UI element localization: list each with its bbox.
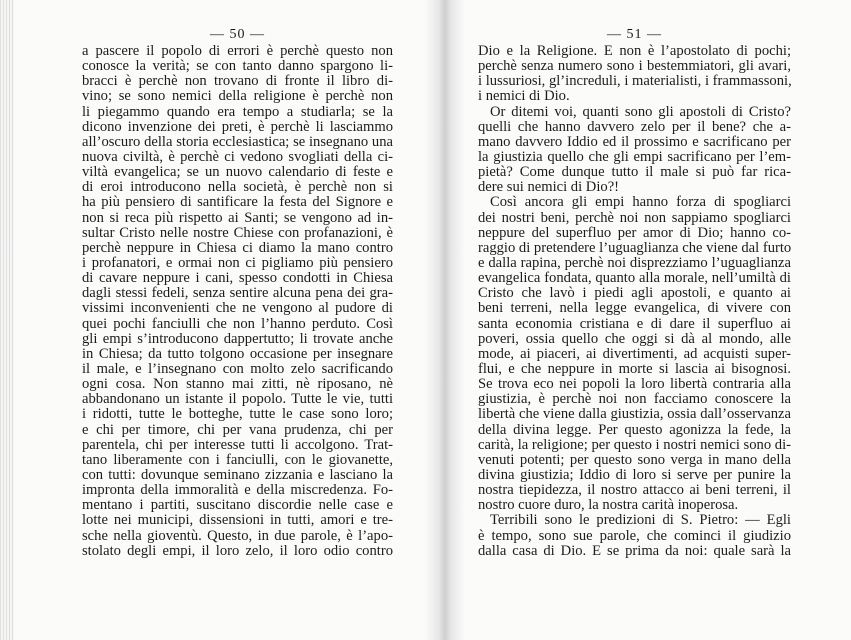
text-line: vissimi inconvenienti che ne vengono al pudore di — [82, 300, 393, 317]
text-line: dere sui nemici di Dio?! — [478, 179, 620, 196]
text-line: lotte nei municipi, dissensioni in tutti, amori e tre- — [82, 512, 393, 529]
text-line: e dalla rapina, perchè noi disprezziamo l’uguaglianza — [478, 254, 791, 271]
text-line: nostra tiepidezza, il nostro attacco ai beni terreni, il — [478, 482, 791, 499]
page-number: — 51 — — [607, 27, 662, 42]
text-line: bracci è perchè non trovano di fronte il libro di- — [82, 73, 393, 90]
text-line: della divina legge. Per questo agonizza la fede, la — [478, 421, 791, 438]
text-line: e chi per timore, chi per vana prudenza, chi per — [82, 421, 393, 438]
text-line: quelli che hanno davvero zelo per il bene? che a- — [478, 118, 791, 135]
text-line: beni terreni, nella legge evangelica, di vivere con — [478, 300, 791, 317]
text-line: mode, ai piaceri, ai divertimenti, ad acquisti super- — [478, 345, 791, 362]
text-line: sultar Cristo nelle nostre Chiese con profanazioni, è — [82, 224, 393, 241]
text-line: con tutti: dovunque seminano zizzania e lasciano la — [82, 466, 393, 483]
text-line: perchè senza numero sono i bestemmiatori, gli avari, — [478, 58, 791, 75]
text-line: santa economia cristiana e di dare il superfluo ai — [478, 315, 791, 332]
text-line: raggio di pretendere l’uguaglianza che viene dal furto — [478, 239, 792, 256]
text-line: non si reca più rispetto ai Santi; se vengono ad in- — [82, 209, 393, 226]
text-line: parentela, chi per interesse tutti li accolgono. Trat- — [82, 436, 393, 453]
text-line: la giustizia quello che gli empi sacrificano per l’em- — [478, 148, 791, 165]
text-line: dagli stessi fedeli, senza sentire alcuna pena dei gra- — [82, 285, 393, 302]
book-gutter — [425, 0, 465, 640]
text-line: i ridotti, tutte le botteghe, tutte le case sono loro; — [82, 406, 393, 423]
text-line: li piegammo quando era tempo a studiarla; se la — [82, 103, 393, 120]
text-line: evangelica fondata, quanto alla morale, nell’umiltà di — [478, 270, 791, 287]
text-line: neppure del superfluo per amor di Dio; hanno co- — [478, 224, 791, 241]
text-line: mentano i partiti, suscitano discordie nelle case e — [82, 497, 393, 514]
text-line: tano liberamente con i fanciulli, con le giovanette, — [82, 451, 393, 468]
left-page — [82, 0, 393, 640]
text-line: pietà? Come dunque tutto il male si può far rica- — [478, 164, 791, 181]
text-line: abbandonano un istante il popolo. Tutte le vie, tutti — [82, 391, 393, 408]
text-line: i nemici di Dio. — [478, 88, 570, 105]
page-text — [478, 44, 791, 559]
scan-edge — [0, 0, 14, 640]
text-line: venuti potenti; per questo sono verga in mano della — [478, 451, 791, 468]
text-line: viltà evangelica; se un nuovo calendario di feste e — [82, 164, 393, 181]
text-line: sche nella gioventù. Questo, in due parole, è l’apo- — [82, 527, 393, 544]
text-line: Cristo che lavò i piedi agli apostoli, e quanto ai — [478, 285, 791, 302]
text-line: nuova civiltà, è perchè ci vedono svogliati della ci- — [82, 148, 393, 165]
text-line: giustizia, è perchè noi non facciamo conoscere la — [478, 391, 791, 408]
text-line: Se trova eco nei popoli la loro libertà contraria alla — [478, 376, 791, 393]
text-line: perchè neppure in Chiesa ci diamo la mano contro — [82, 239, 393, 256]
text-line: divina giustizia; Iddio di loro si serve per punire la — [478, 466, 791, 483]
page-number: — 50 — — [210, 27, 265, 42]
text-line: stolato degli empi, il loro zelo, il loro odio contro — [82, 542, 393, 559]
text-line: conosce la verità; se con tanto danno spargono li- — [82, 58, 393, 75]
text-line: di cavare neppure i cani, spesso condotti in Chiesa — [82, 270, 393, 287]
text-line: i lussuriosi, gl’increduli, i materialisti, i frammassoni, — [478, 73, 792, 90]
text-line: di eroi introducono nella società, è perchè non si — [82, 179, 393, 196]
text-line: gli empi s’introducono dappertutto; li trovate anche — [82, 330, 393, 347]
text-line: il male, e l’insegnano con molto zelo sacrificando — [82, 360, 393, 377]
text-line: ogni cosa. Non stanno mai zitti, nè riposano, nè — [82, 376, 393, 393]
text-line: poveri, ossia quello che oggi si dà al mondo, alle — [478, 330, 791, 347]
text-line: all’oscuro della storia ecclesiastica; se insegnano una — [82, 133, 393, 150]
text-line: Terribili sono le predizioni di S. Pietro: — Egli — [490, 512, 791, 529]
text-line: dalla casa di Dio. E se prima da noi: quale sarà la — [478, 542, 791, 559]
right-page — [478, 0, 791, 640]
text-line: Così ancora gli empi hanno forza di spogliarci — [490, 194, 791, 211]
text-line: dicono invenzione dei preti, è perchè li lasciammo — [82, 118, 393, 135]
text-line: in Chiesa; da tutto tolgono occasione per insegnare — [82, 345, 393, 362]
text-line: è tempo, sono sue parole, che cominci il giudizio — [478, 527, 791, 544]
text-line: carità, la religione; per questo i nostri nemici sono di- — [478, 436, 791, 453]
text-line: Dio e la Religione. E non è l’apostolato di pochi; — [478, 43, 791, 59]
text-line: dei nostri beni, perchè noi non sappiamo spogliarci — [478, 209, 791, 226]
text-line: impronta della immoralità e della miscredenza. Fo- — [82, 482, 393, 499]
text-line: libertà che viene dalla giustizia, ossia dall’osservanza — [478, 406, 791, 423]
text-line: a pascere il popolo di errori è perchè questo non — [82, 43, 393, 59]
page-text — [82, 44, 393, 559]
text-line: ha più pensiero di santificare la festa del Signore e — [82, 194, 393, 211]
text-line: nostro cuore duro, la nostra carità inoperosa. — [478, 497, 739, 514]
text-line: flui, e che neppure in morte si lascia ai bisognosi. — [478, 360, 791, 377]
text-line: mano davvero Iddio ed il prossimo e sacrificano per — [478, 133, 791, 150]
text-line: i profanatori, e ormai non ci pigliamo più pensiero — [82, 254, 393, 271]
text-line: quei pochi fanciulli che non l’hanno perduto. Così — [82, 315, 393, 332]
text-line: Or ditemi voi, quanti sono gli apostoli di Cristo? — [490, 103, 791, 120]
text-line: vino; se sono nemici della religione è perchè non — [82, 88, 393, 105]
